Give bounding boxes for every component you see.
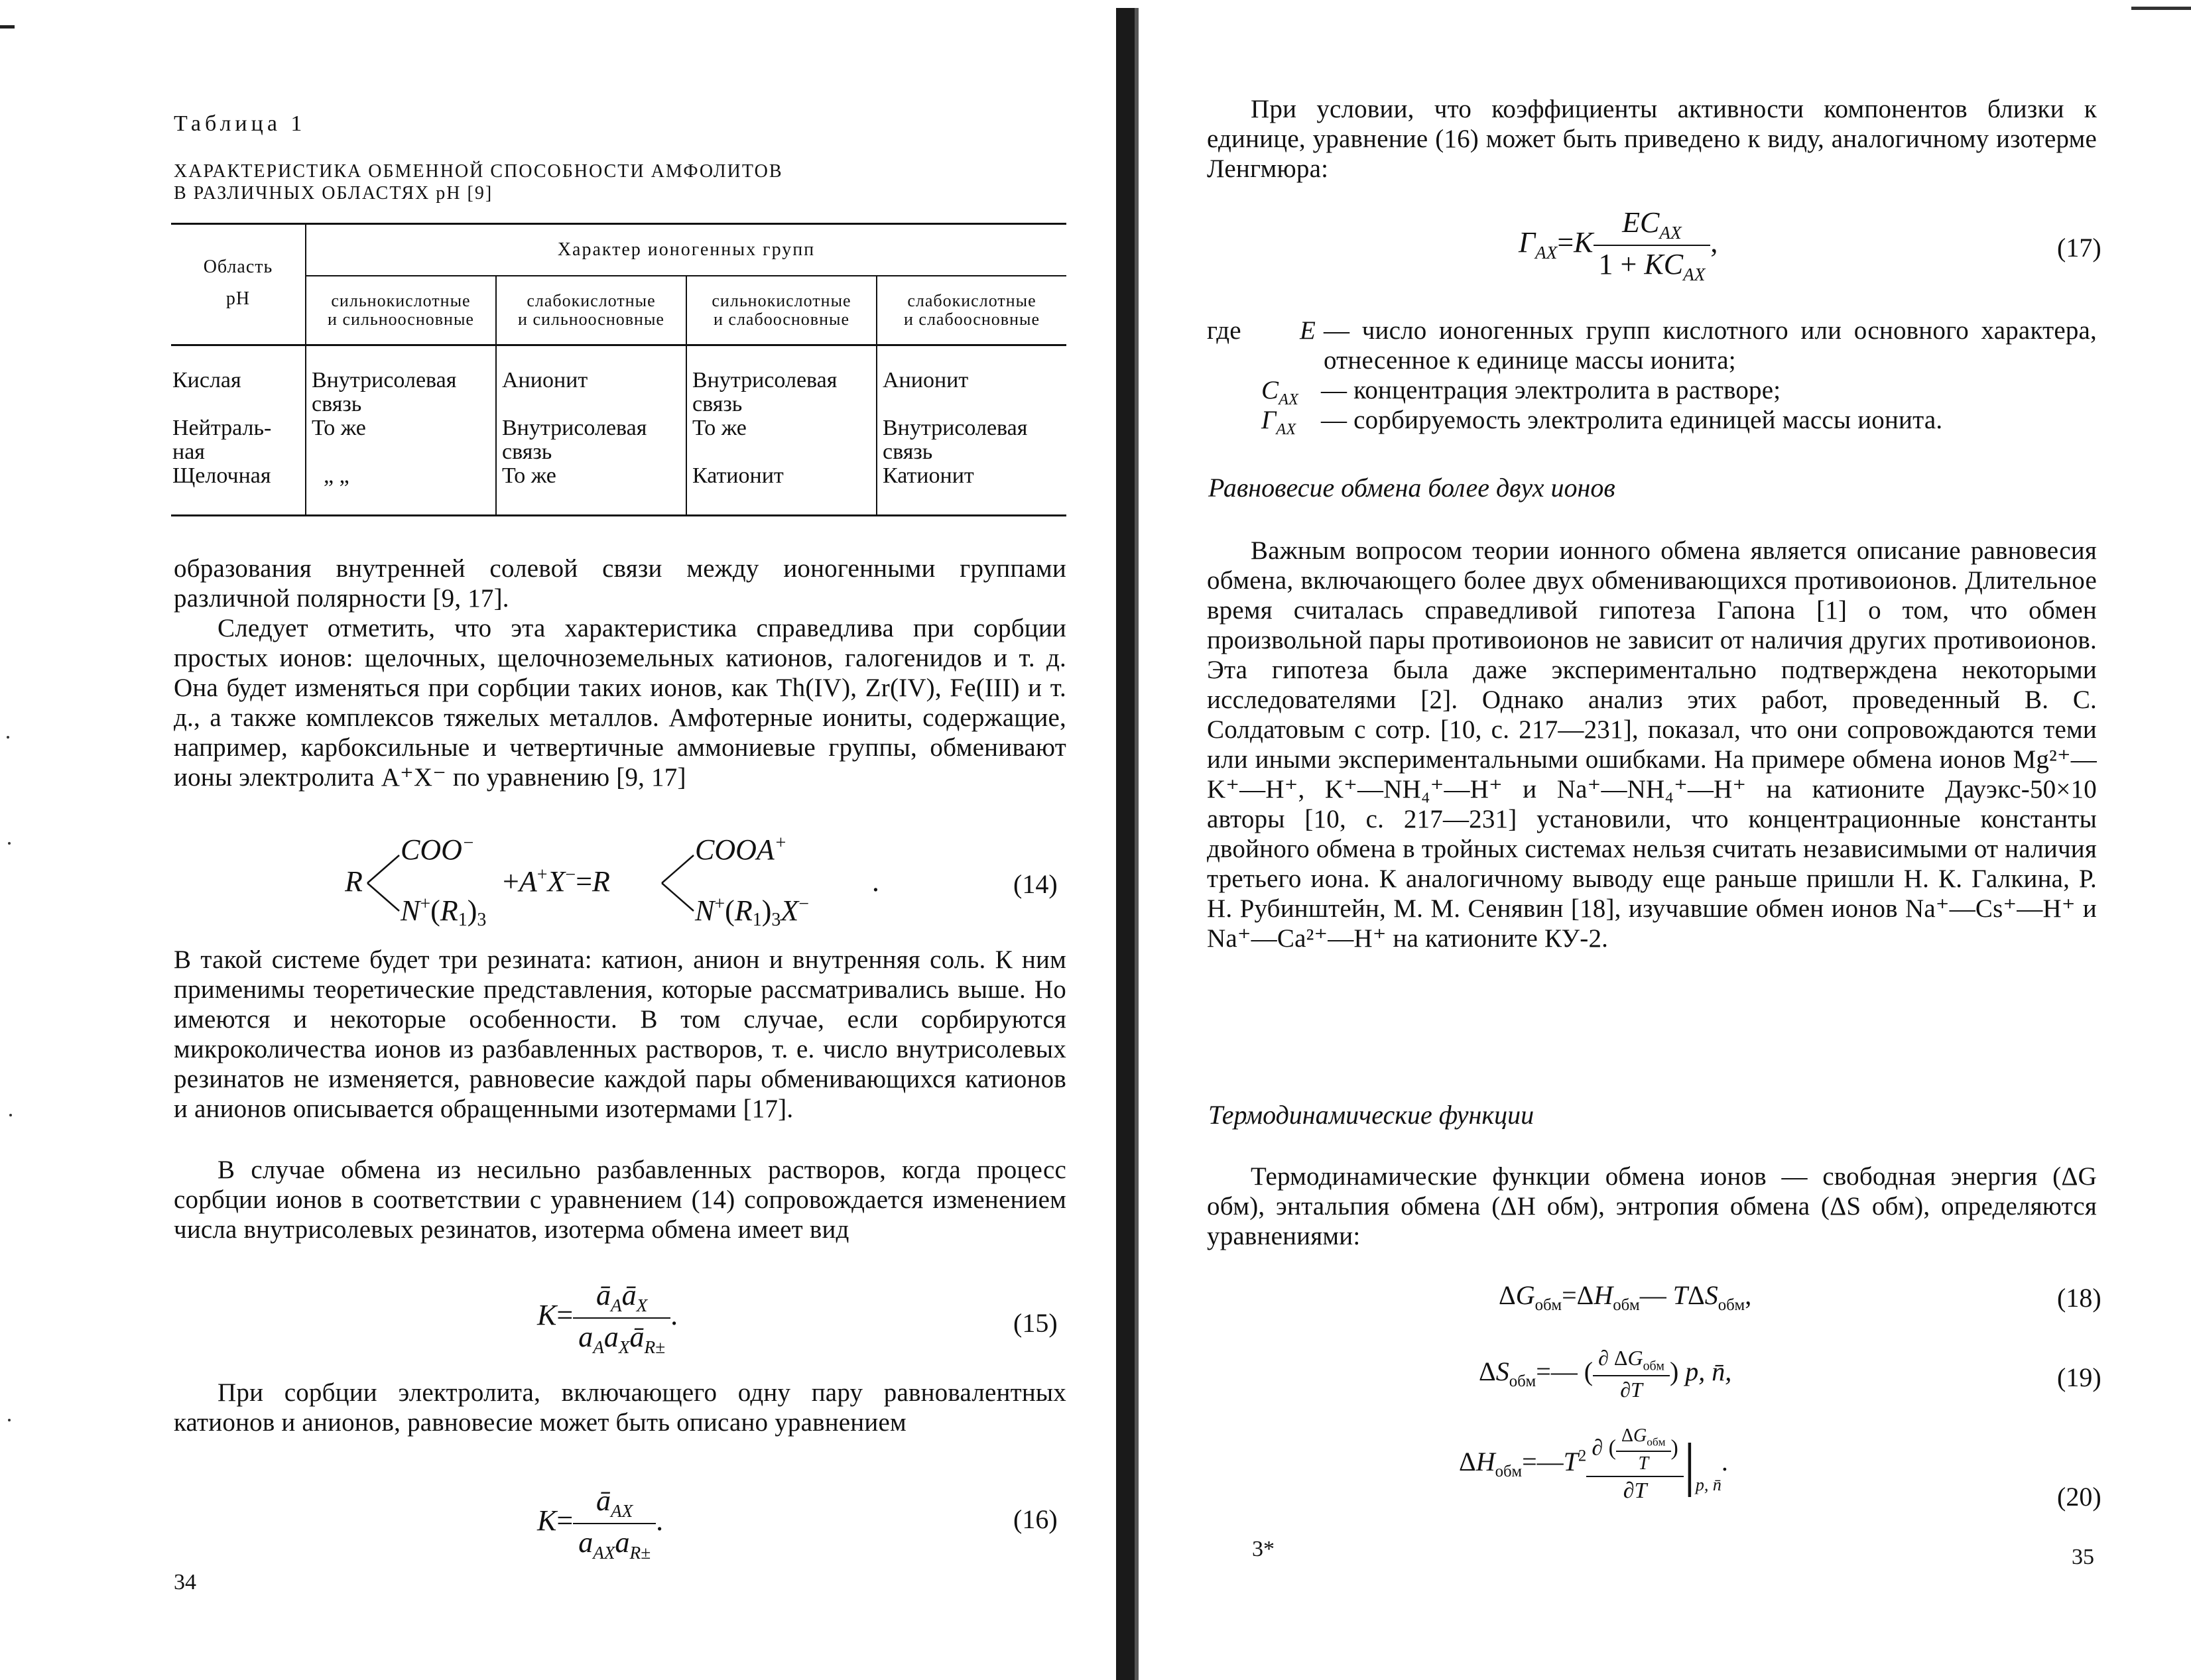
eq17-fraction: $\frac{EC_{AX}}{1 + KC_{AX}}$ — [1594, 206, 1711, 285]
eq14-dot: . — [873, 865, 880, 898]
table-cell: Анионит — [496, 345, 686, 416]
paragraph: В случае обмена из несильно разбавленных растворов, когда процесс сорбции ионов в соответствии с уравнением (14) сопровождается изменением числа внутрисолевых резинатов, изотерма обмена имеет вид — [174, 1156, 1066, 1244]
symbol-G: $\Gamma_{AX}$ — [1261, 406, 1296, 438]
table-cell: Катионит — [877, 464, 1066, 516]
table-row — [171, 464, 1066, 516]
ampholyte-table — [171, 223, 1066, 516]
eq15-fraction: $\frac{ā_Aā_X}{a_Aa_Xā_{R\pm}}$ — [573, 1278, 670, 1358]
equation-number: (19) — [2057, 1362, 2101, 1392]
where-word: где — [1207, 316, 1241, 345]
region-cell: Кислая — [172, 367, 241, 392]
table-cell: Внутрисолевая связь — [496, 416, 686, 464]
equation-14-graphic — [345, 830, 889, 930]
equation-15: K= $\frac{ā_Aā_X}{a_Aa_Xā_{R\pm}}$ . — [537, 1279, 678, 1357]
column-header: сильнокислотные и слабоосновные — [686, 276, 877, 345]
eq14-r-left: R — [345, 865, 363, 898]
region-cell: Нейтраль- ная — [172, 415, 272, 464]
eq16-fraction: $\frac{ā_{AX}}{a_{AX}a_{R\pm}}$ — [573, 1484, 656, 1563]
table-cell: „ „ — [306, 464, 496, 516]
equation-number: (18) — [2057, 1283, 2101, 1313]
table-cell: Анионит — [877, 345, 1066, 416]
equation-number: (14) — [1013, 869, 1058, 899]
table-cell: Внутрисолевая связь — [686, 345, 877, 416]
table-cell: То же — [496, 464, 686, 516]
table-cell: Внутрисолевая связь — [306, 345, 496, 416]
equation-16: K= $\frac{ā_{AX}}{a_{AX}a_{R\pm}}$ . — [537, 1484, 664, 1563]
group-header: Характер ионогенных групп — [306, 224, 1066, 276]
eq15-lhs: K — [537, 1298, 557, 1331]
table-caption-line1: ХАРАКТЕРИСТИКА ОБМЕННОЙ СПОСОБНОСТИ АМФОЛИТОВ — [174, 161, 783, 182]
symbol-E: E — [1300, 316, 1316, 345]
eq14-n-right: N+(R1)3X− — [695, 894, 810, 930]
paragraph: образования внутренней солевой связи между ионогенными группами различной полярности [9, 17]. — [174, 554, 1066, 613]
column-header: слабокислотные и слабоосновные — [877, 276, 1066, 345]
region-header: Область рН — [203, 257, 273, 309]
section-heading: Термодинамические функции — [1208, 1100, 1534, 1130]
equation-number: (16) — [1013, 1504, 1058, 1534]
eq19-fraction: $\frac{\partial \Delta G_{обм}}{\partial T}$ — [1593, 1346, 1670, 1402]
scan-speck — [9, 1114, 12, 1116]
table-caption — [174, 160, 783, 204]
paragraph: Важным вопросом теории ионного обмена является описание равновесия обмена, включающего более двух обменивающихся противоионов. Длительное время считалась справедливой гипотеза Гапона [1] о том, что обмен произвольной пары противоионов не зависит от наличия других противоионов. Эта гипотеза была даже экспериментально подтверждена некоторыми исследователями [2]. Однако анализ этих работ, проведенный В. С. Солдатовым с сотр. [10, с. 217—231], показал, что они сопровождаются теми или иными экспериментальными ошибками. На примере обмена ионов Mg²⁺—K⁺—H⁺, K⁺—NH₄⁺—H⁺ и Na⁺—NH₄⁺—H⁺ на катионите Дауэкс-50×10 авторы [10, с. 217—231] установили, что концентрационные константы двойного обмена в тройных системах нельзя считать независимыми от наличия третьего иона. К аналогичному выводу еще раньше пришли Н. К. Галкина, Р. Н. Рубинштейн, М. М. Сенявин [18], изучавшие обмен ионов Na⁺—Cs⁺—H⁺ и Na⁺—Ca²⁺—H⁺ на катионите КУ-2. — [1207, 536, 2097, 953]
equation-number: (20) — [2057, 1482, 2101, 1512]
equation-17: $\Gamma_{AX}=K$ $\frac{EC_{AX}}{1 + KC_{AX}}$ , — [1519, 206, 1718, 284]
paragraph: В такой системе будет три резината: катион, анион и внутренняя соль. К ним применимы теоретические представления, которые рассматривались выше. Но имеются и некоторые особенности. В том случае, если сорбируются микроколичества ионов из разбавленных растворов, т. е. число внутрисолевых резинатов не изменяется, равновесие каждой пары обменивающихся катионов и анионов описывается обращенными изотермами [17]. — [174, 945, 1066, 1123]
equation-20: $\Delta H_{обм}=—T^2$ ∂ ( $\frac{\Delta G_{обм}}{T}$ ) ∂T $|_{p, n̄}$. — [1459, 1425, 1728, 1503]
paragraph: Термодинамические функции обмена ионов — свободная энергия (ΔG обм), энтальпия обмена (ΔH обм), энтропия обмена (ΔS обм), определяются уравнениями: — [1207, 1162, 2097, 1250]
eq17-lhs: $\Gamma_{AX}$ — [1519, 225, 1558, 263]
section-heading: Равновесие обмена более двух ионов — [1208, 473, 1615, 503]
page-number: 35 — [2072, 1545, 2094, 1569]
table-cell: Внутрисолевая связь — [877, 416, 1066, 464]
table-label: Таблица 1 — [174, 111, 306, 136]
table-cell: То же — [306, 416, 496, 464]
table-row — [171, 416, 1066, 464]
definition-C-text: — концентрация электролита в растворе; — [1321, 376, 1781, 404]
scan-speck — [8, 842, 11, 845]
column-header: сильнокислотные и сильноосновные — [306, 276, 496, 345]
definition-E-text: — число ионогенных групп кислотного или основного характера, отнесенное к единице массы ионита; — [1324, 316, 2097, 375]
table-row — [171, 345, 1066, 416]
table-cell: То же — [686, 416, 877, 464]
equation-number: (17) — [2057, 233, 2101, 263]
eq14-middle: +A+X−=R — [503, 865, 610, 898]
paragraph: При сорбции электролита, включающего одну пару равновалентных катионов и анионов, равновесие может быть описано уравнением — [174, 1378, 1066, 1437]
symbol-C: $C_{AX}$ — [1261, 376, 1299, 408]
definition-G-text: — сорбируемость электролита единицей массы ионита. — [1321, 406, 1943, 434]
eq14-coo-left: COO− — [401, 833, 475, 866]
paragraph: При условии, что коэффициенты активности компонентов близки к единице, уравнение (16) может быть приведено к виду, аналогичному изотерме Ленгмюра: — [1207, 95, 2097, 183]
eq14-n-left: N+(R1)3 — [401, 894, 487, 930]
eq20-fraction: ∂ ( $\frac{\Delta G_{обм}}{T}$ ) ∂T — [1586, 1425, 1684, 1504]
table-caption-line2: В РАЗЛИЧНЫХ ОБЛАСТЯХ рН [9] — [174, 183, 493, 204]
region-cell: Щелочная — [172, 463, 271, 488]
paragraph: Следует отметить, что эта характеристика справедлива при сорбции простых ионов: щелочных, щелочноземельных катионов, галогенидов и т. д. Она будет изменяться при сорбции таких ионов, как Th(IV), Zr(IV), Fe(III) и т. д., а также комплексов тяжелых металлов. Амфотерные иониты, содержащие, например, карбоксильные и четвертичные аммониевые группы, обменивают ионы электролита A⁺X⁻ по уравнению [9, 17] — [174, 614, 1066, 792]
eq16-lhs: K — [537, 1504, 557, 1537]
scan-speck — [7, 736, 9, 739]
eq14-coo-right: COOA+ — [695, 833, 787, 866]
definitions — [1207, 316, 2097, 438]
page-number: 34 — [174, 1570, 196, 1594]
equation-14 — [345, 830, 889, 930]
signature-mark: 3* — [1252, 1537, 1275, 1561]
column-header: слабокислотные и сильноосновные — [496, 276, 686, 345]
definition-C — [1207, 375, 2097, 408]
equation-19: $\Delta S_{обм}=—$ ( $\frac{\partial \Delta G_{обм}}{\partial T}$ ) p, n̄, — [1479, 1346, 1732, 1402]
scan-speck — [8, 1419, 11, 1421]
definition-G — [1207, 405, 2097, 438]
equation-number: (15) — [1013, 1308, 1058, 1338]
table-cell: Катионит — [686, 464, 877, 516]
right-page — [1121, 0, 2191, 1680]
equation-18: $\Delta G_{обм}=\Delta H_{обм}—$ $T\Delta S_{обм}$, — [1499, 1280, 1752, 1314]
definition-E — [1207, 316, 2097, 375]
